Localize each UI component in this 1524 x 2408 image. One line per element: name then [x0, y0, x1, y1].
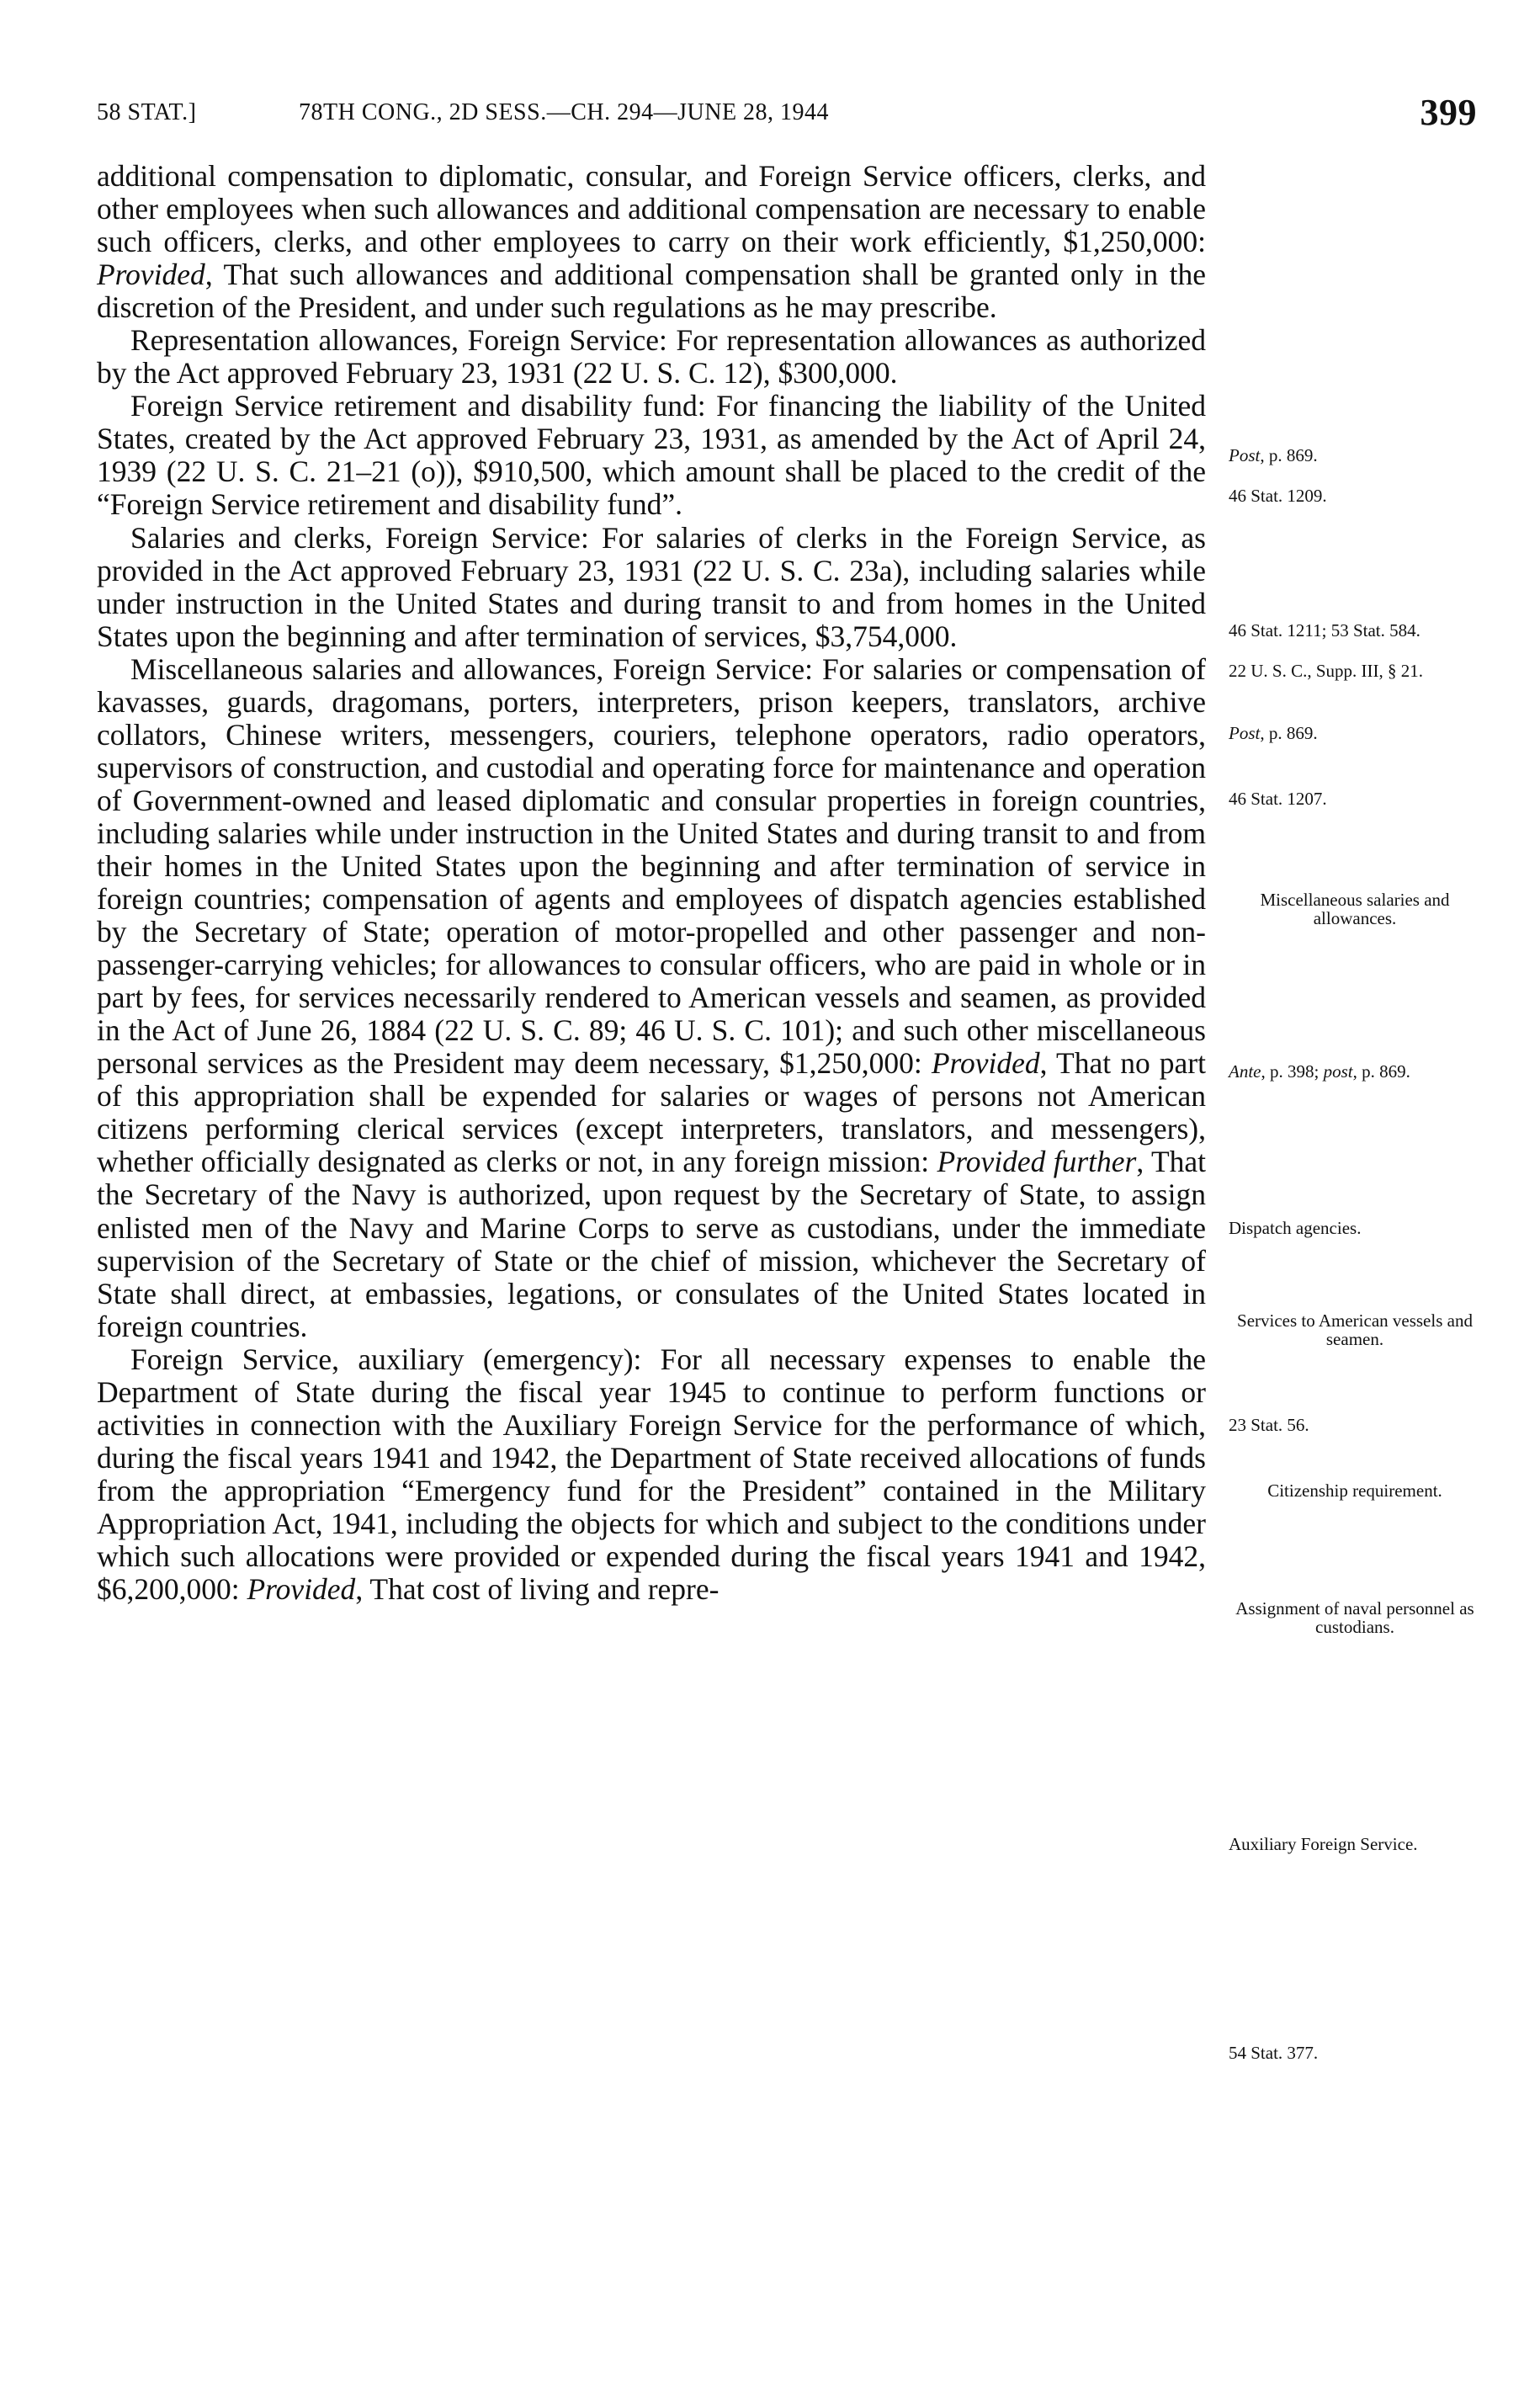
paragraph	[97, 324, 1206, 390]
paragraph	[97, 160, 1206, 324]
paragraph	[97, 390, 1206, 521]
text-segment: , That no part of this appropriation shall be expended for salaries or wages of persons not American citizens performing clerical services (except interpreters, translators, and messengers), whether officially designated as clerks or not, in any foreign mission:	[97, 1046, 1206, 1179]
margin-note: Auxiliary Foreign Service.	[1229, 1834, 1418, 1854]
margin-note: Citizenship requirement.	[1267, 1480, 1442, 1501]
text-segment: Miscellaneous salaries and allowances, Foreign Service: For salaries or compensation of kavasses, guards, dragomans, porters, interpreters, prison keepers, translators, archive collators, Chinese writers, messengers, couriers, telephone operators, radio operators, supervisors of construction, and custodial and operating force for maintenance and operation of Government-owned and leased diplomatic and consular properties in foreign countries, including salaries while under instruction in the United States and during transit to and from their homes in the United States upon the beginning and after termination of service in foreign countries; compensation of agents and employees of dispatch agencies established by the Secretary of State; operation of motor-propelled and other passenger and non-passenger-carrying vehicles; for allowances to consular officers, who are paid in whole or in part by fees, for services necessarily rendered to American vessels and seamen, as provided in the Act of June 26, 1884 (22 U. S. C. 89; 46 U. S. C. 101); and such other miscellaneous personal services as the President may deem necessary, $1,250,000:	[97, 651, 1206, 1081]
paragraph	[97, 653, 1206, 1343]
paragraph	[97, 1343, 1206, 1606]
margin-note: Miscellaneous salaries and allowances.	[1260, 890, 1450, 928]
text-segment: , That such allowances and additional compensation shall be granted only in the discretion of the President, and under such regulations as he may prescribe.	[97, 258, 1206, 325]
margin-note: 46 Stat. 1209.	[1229, 486, 1327, 506]
margin-note: Post, p. 869.	[1229, 445, 1318, 465]
text-segment: , That cost of living and repre-	[355, 1572, 720, 1607]
margin-note: Post, p. 869.	[1229, 723, 1318, 743]
margin-note: Services to American vessels and seamen.	[1237, 1310, 1473, 1349]
italic-term: Provided	[247, 1572, 356, 1607]
text-segment: additional compensation to diplomatic, consular, and Foreign Service officers, clerks, and other employees when such allowances and additional compensation are necessary to enable such officers, clerks, and other employees to carry on their work efficiently, $1,250,000:	[97, 159, 1206, 259]
main-text-column	[97, 160, 1206, 1606]
italic-term: Provided further	[937, 1145, 1137, 1179]
margin-note: 46 Stat. 1207.	[1229, 789, 1327, 809]
statute-reference: 58 STAT.]	[97, 99, 197, 125]
text-segment: Salaries and clerks, Foreign Service: For salaries of clerks in the Foreign Service, as provided in the Act approved February 23, 1931 (22 U. S. C. 23a), including salaries while under instruction in the United States and during transit to and from homes in the United States upon the beginning and after termination of services, $3,754,000.	[97, 520, 1206, 653]
text-segment: Foreign Service, auxiliary (emergency): For all necessary expenses to enable the Department of State during the fiscal year 1945 to continue to perform functions or activities in connection with the Auxiliary Foreign Service for the performance of which, during the fiscal years 1941 and 1942, the Department of State received allocations of funds from the appropriation “Emergency fund for the President” contained in the Military Appropriation Act, 1941, including the objects for which and subject to the conditions under which such allocations were provided or expended during the fiscal years 1941 and 1942, $6,200,000:	[97, 1342, 1206, 1607]
margin-note: Ante, p. 398; post, p. 869.	[1229, 1061, 1410, 1082]
text-segment: Foreign Service retirement and disability fund: For financing the liability of the United States, created by the Act approved February 23, 1931, as amended by the Act of April 24, 1939 (22 U. S. C. 21–21 (o)), $910,500, which amount shall be placed to the credit of the “Foreign Service retirement and disability fund”.	[97, 389, 1206, 522]
paragraph	[97, 522, 1206, 653]
italic-term: Provided	[931, 1046, 1040, 1081]
session-chapter-date: 78TH CONG., 2D SESS.—CH. 294—JUNE 28, 1944	[299, 99, 830, 125]
text-segment: Representation allowances, Foreign Service: For representation allowances as authorized by the Act approved February 23, 1931 (22 U. S. C. 12), $300,000.	[97, 323, 1206, 391]
margin-note: 54 Stat. 377.	[1229, 2043, 1319, 2063]
margin-note: 46 Stat. 1211; 53 Stat. 584.	[1229, 620, 1420, 641]
margin-note: 22 U. S. C., Supp. III, § 21.	[1229, 661, 1424, 681]
margin-note: Assignment of naval personnel as custodians.	[1235, 1598, 1474, 1637]
margin-note: Dispatch agencies.	[1229, 1218, 1362, 1238]
italic-term: Provided	[97, 258, 205, 292]
margin-note: 23 Stat. 56.	[1229, 1415, 1309, 1435]
page-header	[97, 91, 1477, 133]
text-segment: , That the Secretary of the Navy is authorized, upon request by the Secretary of State, to assign enlisted men of the Navy and Marine Corps to serve as custodians, under the immediate supervision of the Secretary of State or the chief of mission, whichever the Secretary of State shall direct, at embassies, legations, or consulates of the United States located in foreign countries.	[97, 1145, 1207, 1343]
page-number: 399	[1420, 92, 1477, 133]
